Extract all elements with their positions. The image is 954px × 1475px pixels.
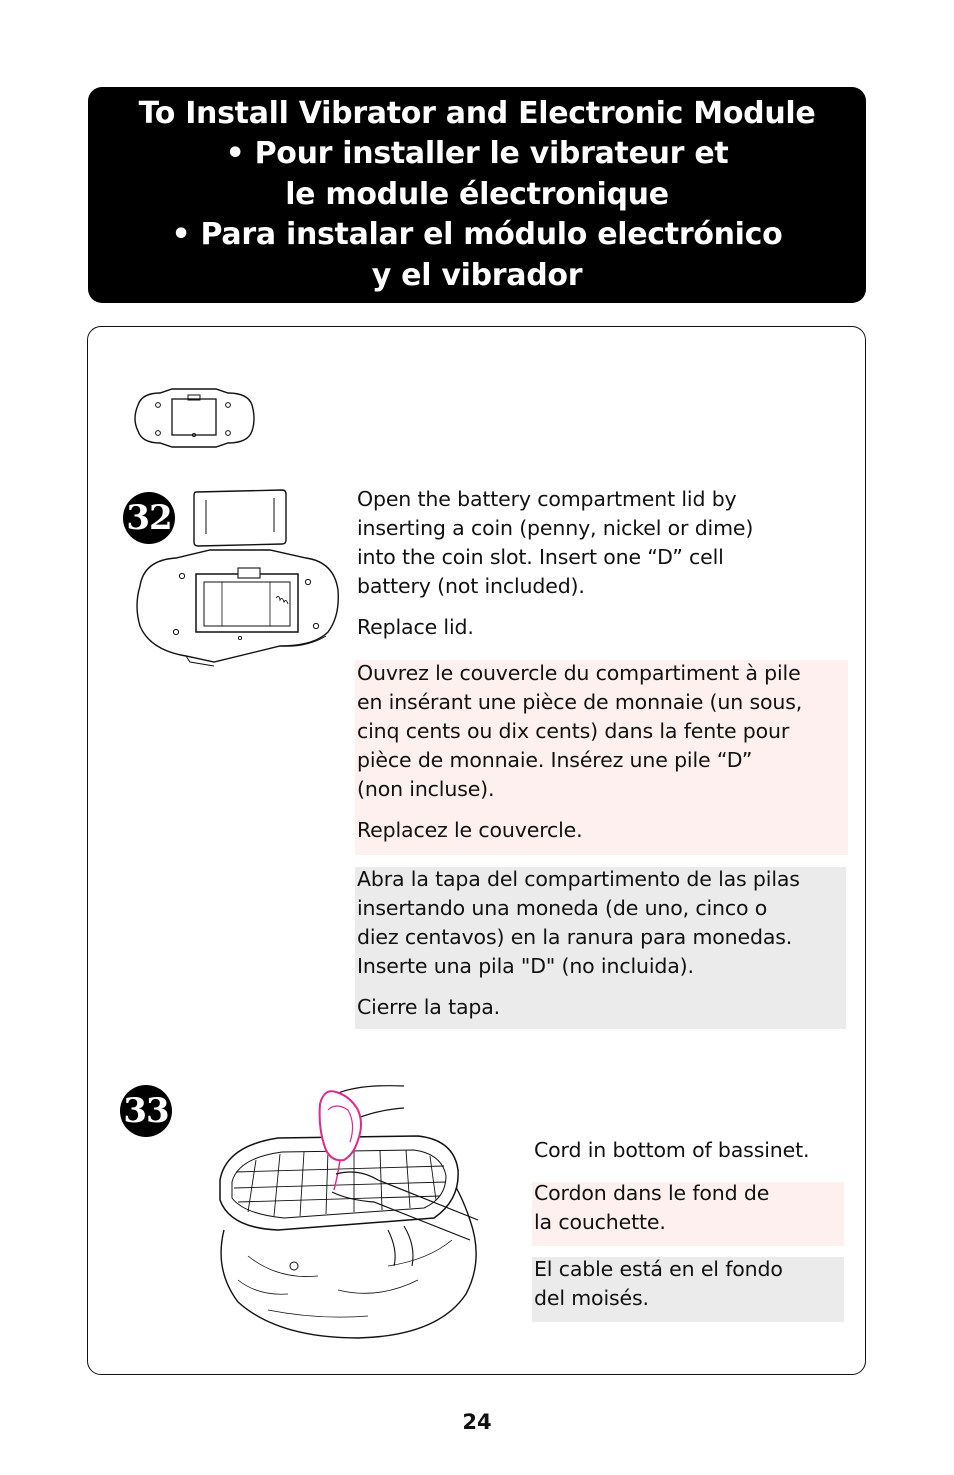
step-33-french-line: Cordon dans le fond de <box>534 1181 770 1205</box>
title-line-french-2: le module électronique <box>285 176 669 212</box>
step-32-english-line: into the coin slot. Insert one “D” cell <box>357 545 724 569</box>
step-32-french-line: (non incluse). <box>357 777 495 801</box>
step-32-spanish <box>357 865 847 1022</box>
bassinet-cord-illustration <box>208 1080 488 1342</box>
step-32-spanish-line: insertando una moneda (de uno, cinco o <box>357 896 768 920</box>
step-33-english-line: Cord in bottom of bassinet. <box>534 1138 810 1162</box>
step-32-english <box>357 485 837 642</box>
step-33-spanish <box>534 1255 844 1313</box>
step-33-french <box>534 1179 844 1237</box>
step-32-french-line: cinq cents ou dix cents) dans la fente pour <box>357 719 790 743</box>
step-32-spanish-note: Cierre la tapa. <box>357 995 501 1019</box>
step-32-spanish-line: diez centavos) en la ranura para monedas. <box>357 925 793 949</box>
title-line-french-1: • Pour installer le vibrateur et <box>225 136 729 172</box>
step-32-french-line: en insérant une pièce de monnaie (un sous, <box>357 690 803 714</box>
title-line-spanish-2: y el vibrador <box>371 257 583 293</box>
step-32-english-note: Replace lid. <box>357 615 474 639</box>
step-32-english-line: battery (not included). <box>357 574 585 598</box>
title-line-spanish-1: • Para instalar el módulo electrónico <box>171 217 783 253</box>
step-33-english <box>534 1136 844 1165</box>
step-32-english-line: inserting a coin (penny, nickel or dime) <box>357 516 754 540</box>
step-32-spanish-line: Inserte una pila "D" (no incluida). <box>357 954 694 978</box>
step-32-french-line: Ouvrez le couvercle du compartiment à pile <box>357 661 801 685</box>
step-32-spanish-line: Abra la tapa del compartimento de las pilas <box>357 867 800 891</box>
step-33-spanish-line: del moisés. <box>534 1286 649 1310</box>
step-33-french-line: la couchette. <box>534 1210 666 1234</box>
battery-compartment-illustration <box>130 486 342 666</box>
step-32-french-line: pièce de monnaie. Insérez une pile “D” <box>357 748 753 772</box>
step-33-badge: 33 <box>120 1085 172 1137</box>
page-number: 24 <box>462 1410 492 1434</box>
step-32-english-line: Open the battery compartment lid by <box>357 487 737 511</box>
step-32-badge: 32 <box>123 492 175 544</box>
title-line-english: To Install Vibrator and Electronic Module <box>138 95 816 131</box>
battery-lid-illustration <box>128 385 260 453</box>
step-33-spanish-line: El cable está en el fondo <box>534 1257 783 1281</box>
step-32-french <box>357 659 847 845</box>
page-title <box>88 87 866 303</box>
step-32-french-note: Replacez le couvercle. <box>357 818 583 842</box>
